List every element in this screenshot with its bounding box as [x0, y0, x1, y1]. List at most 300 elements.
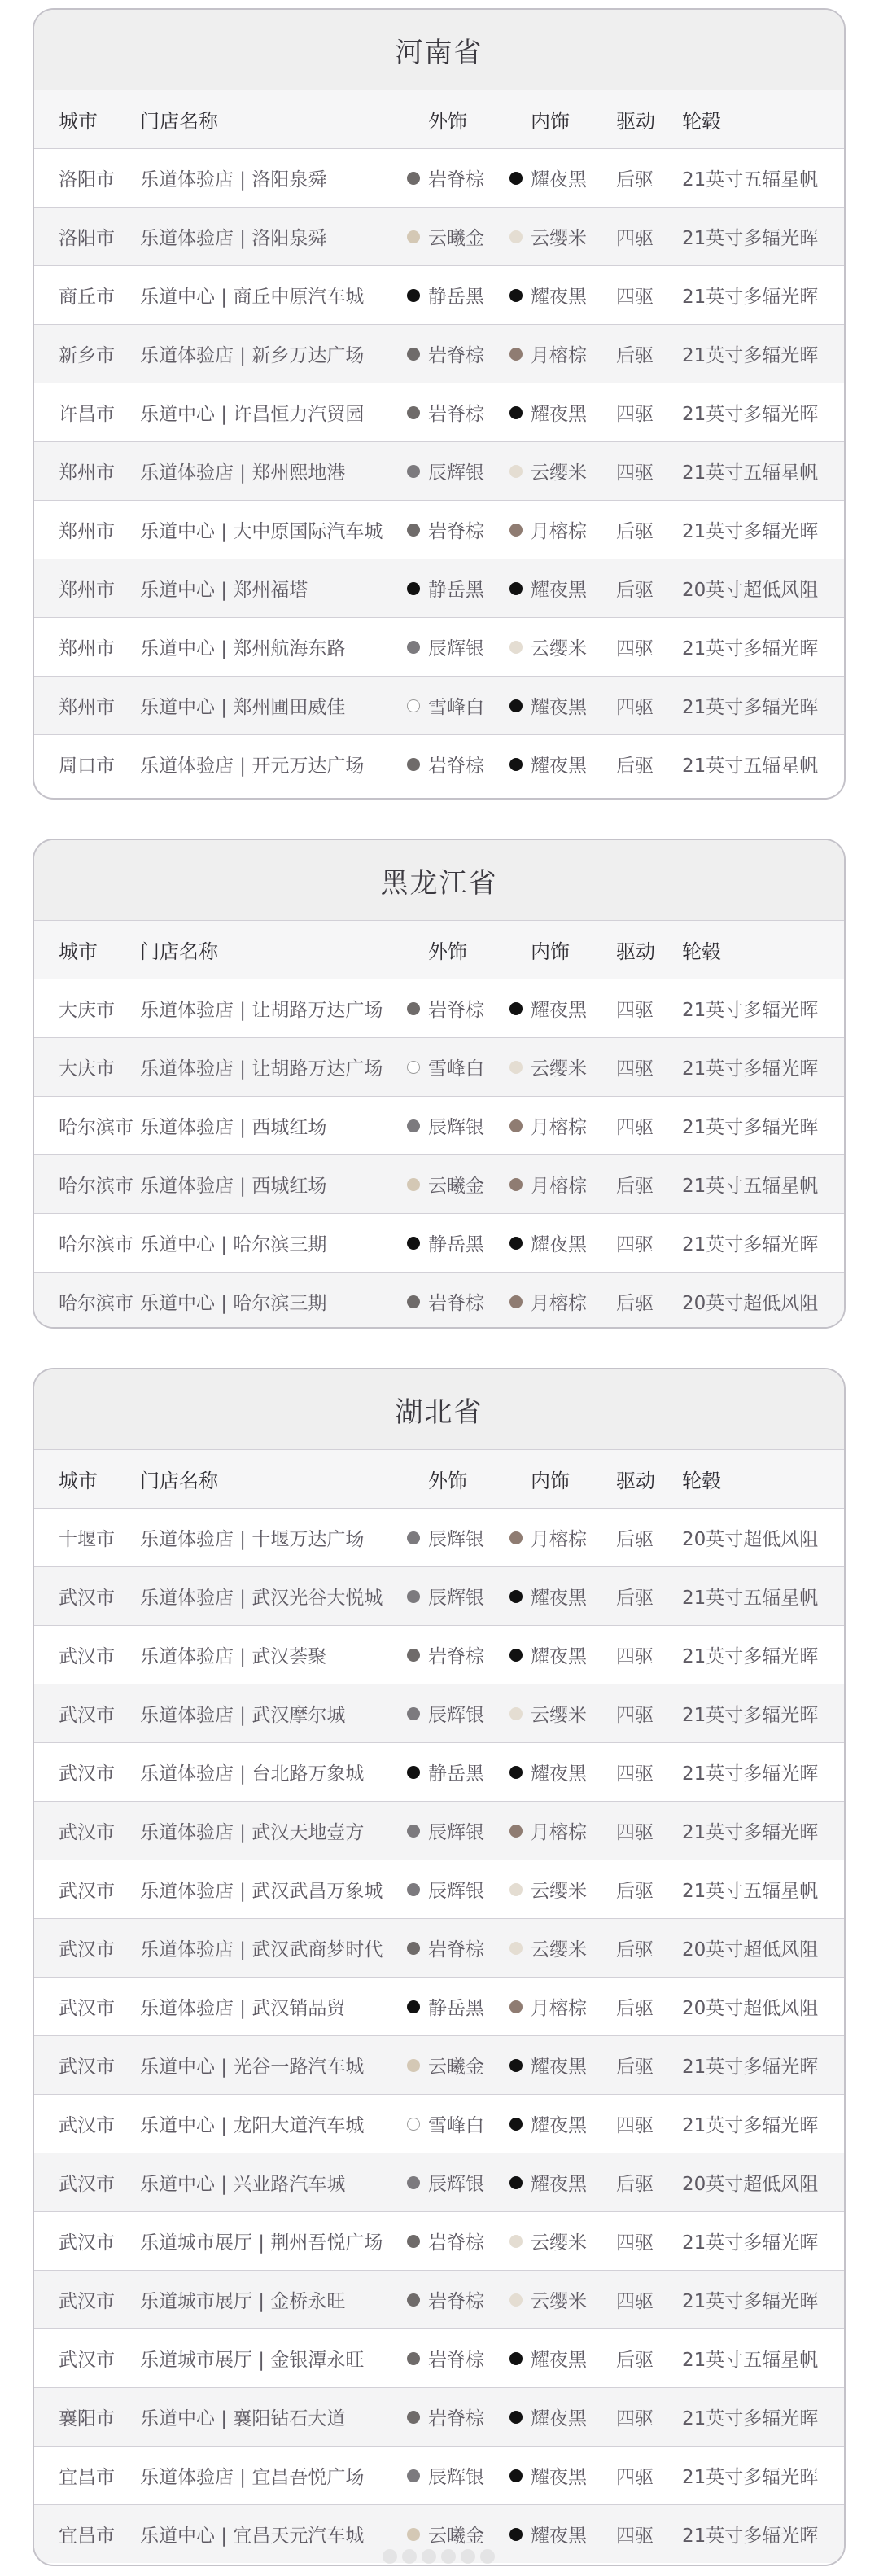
cell-city: 武汉市: [59, 1939, 115, 1960]
interior-color-dot: [509, 524, 523, 537]
cell-exterior: [407, 1743, 484, 1801]
color-label: 耀夜黑: [531, 2467, 587, 2488]
color-label: 耀夜黑: [531, 697, 587, 718]
color-label: 耀夜黑: [531, 2174, 587, 2195]
cell-drive: 四驱: [616, 2526, 654, 2547]
cell-store: 乐道体验店 | 西城红场: [140, 1176, 327, 1197]
exterior-color-dot: [407, 2235, 420, 2248]
cell-rim: 21英寸多辐光晖: [682, 287, 819, 308]
interior-color-dot: [509, 1942, 523, 1955]
cell-interior: [509, 1038, 587, 1096]
exterior-color-dot: [407, 1766, 420, 1779]
cell-city: 武汉市: [59, 2232, 115, 2254]
exterior-color-dot: [407, 1061, 420, 1074]
cell-drive: 四驱: [616, 2408, 654, 2429]
cell-drive: 四驱: [616, 287, 654, 308]
color-label: 耀夜黑: [531, 580, 587, 601]
header-drive: 驱动: [616, 110, 655, 133]
interior-color-dot: [509, 2469, 523, 2482]
cell-rim: 21英寸多辐光晖: [682, 2232, 819, 2254]
header-interior: 内饰: [531, 110, 570, 133]
table-row: [34, 2446, 844, 2504]
table-row: [34, 559, 844, 617]
cell-store: 乐道中心 | 商丘中原汽车城: [140, 287, 365, 308]
cell-interior: [509, 1509, 587, 1566]
cell-city: 哈尔滨市: [59, 1293, 133, 1314]
color-label: 静岳黑: [428, 287, 484, 308]
cell-interior: [509, 2036, 587, 2094]
color-label: 辰辉银: [428, 1529, 484, 1550]
cell-rim: 21英寸多辐光晖: [682, 228, 819, 249]
cell-interior: [509, 501, 587, 559]
color-label: 月榕棕: [531, 1529, 587, 1550]
watermark-logo: [383, 2540, 529, 2573]
cell-rim: 21英寸五辐星帆: [682, 756, 819, 777]
cell-interior: [509, 2153, 587, 2211]
cell-exterior: [407, 1214, 484, 1272]
cell-city: 哈尔滨市: [59, 1117, 133, 1138]
cell-rim: 21英寸多辐光晖: [682, 1000, 819, 1021]
exterior-color-dot: [407, 524, 420, 537]
interior-color-dot: [509, 2000, 523, 2013]
interior-color-dot: [509, 1707, 523, 1720]
exterior-color-dot: [407, 230, 420, 243]
color-label: 辰辉银: [428, 1117, 484, 1138]
table-row: [34, 2270, 844, 2328]
cell-rim: 21英寸五辐星帆: [682, 1176, 819, 1197]
color-label: 月榕棕: [531, 1998, 587, 2019]
interior-color-dot: [509, 1590, 523, 1603]
interior-color-dot: [509, 758, 523, 771]
color-label: 月榕棕: [531, 1822, 587, 1843]
exterior-color-dot: [407, 582, 420, 595]
cell-rim: 21英寸多辐光晖: [682, 404, 819, 425]
interior-color-dot: [509, 2528, 523, 2541]
cell-rim: 21英寸多辐光晖: [682, 1234, 819, 1255]
cell-store: 乐道中心 | 龙阳大道汽车城: [140, 2115, 365, 2136]
section-title: 黑龙江省: [34, 840, 844, 920]
cell-interior: [509, 1684, 587, 1742]
cell-city: 大庆市: [59, 1000, 115, 1021]
cell-exterior: [407, 1802, 484, 1860]
cell-city: 襄阳市: [59, 2408, 115, 2429]
cell-rim: 21英寸多辐光晖: [682, 2115, 819, 2136]
cell-city: 武汉市: [59, 2115, 115, 2136]
cell-city: 武汉市: [59, 2174, 115, 2195]
color-label: 岩脊棕: [428, 345, 484, 366]
cell-exterior: [407, 1860, 484, 1918]
color-label: 耀夜黑: [531, 1000, 587, 1021]
cell-store: 乐道体验店 | 武汉荟聚: [140, 1646, 327, 1667]
cell-drive: 后驱: [616, 1293, 654, 1314]
exterior-color-dot: [407, 2059, 420, 2072]
cell-drive: 四驱: [616, 1763, 654, 1785]
cell-store: 乐道体验店 | 武汉天地壹方: [140, 1822, 365, 1843]
cell-exterior: [407, 149, 484, 207]
table-header-row: [34, 90, 844, 148]
cell-store: 乐道体验店 | 洛阳泉舜: [140, 169, 327, 191]
cell-city: 武汉市: [59, 2057, 115, 2078]
color-label: 耀夜黑: [531, 2526, 587, 2547]
cell-city: 武汉市: [59, 1705, 115, 1726]
cell-store: 乐道城市展厅 | 荆州吾悦广场: [140, 2232, 383, 2254]
cell-city: 大庆市: [59, 1058, 115, 1080]
color-label: 雪峰白: [428, 697, 484, 718]
color-label: 云缨米: [531, 1939, 587, 1960]
cell-interior: [509, 266, 587, 324]
cell-city: 武汉市: [59, 1763, 115, 1785]
color-label: 岩脊棕: [428, 2291, 484, 2312]
cell-rim: 21英寸五辐星帆: [682, 2350, 819, 2371]
color-label: 雪峰白: [428, 2115, 484, 2136]
cell-interior: [509, 2095, 587, 2153]
cell-drive: 后驱: [616, 2057, 654, 2078]
color-label: 辰辉银: [428, 1705, 484, 1726]
cell-drive: 四驱: [616, 2115, 654, 2136]
cell-exterior: [407, 208, 484, 265]
exterior-color-dot: [407, 2528, 420, 2541]
cell-store: 乐道中心 | 大中原国际汽车城: [140, 521, 383, 542]
interior-color-dot: [509, 2176, 523, 2189]
cell-exterior: [407, 1097, 484, 1154]
color-label: 云曦金: [428, 2057, 484, 2078]
cell-store: 乐道体验店 | 让胡路万达广场: [140, 1000, 383, 1021]
color-label: 月榕棕: [531, 345, 587, 366]
cell-exterior: [407, 266, 484, 324]
table-row: [34, 2328, 844, 2387]
cell-exterior: [407, 325, 484, 383]
exterior-color-dot: [407, 1883, 420, 1896]
exterior-color-dot: [407, 1119, 420, 1132]
interior-color-dot: [509, 1883, 523, 1896]
cell-store: 乐道体验店 | 让胡路万达广场: [140, 1058, 383, 1080]
interior-color-dot: [509, 582, 523, 595]
exterior-color-dot: [407, 1002, 420, 1015]
color-label: 月榕棕: [531, 1176, 587, 1197]
interior-color-dot: [509, 1649, 523, 1662]
table-row: [34, 2094, 844, 2153]
cell-exterior: [407, 2329, 484, 2387]
table-row: [34, 1037, 844, 1096]
exterior-color-dot: [407, 289, 420, 302]
cell-exterior: [407, 1273, 484, 1329]
color-label: 月榕棕: [531, 1293, 587, 1314]
cell-rim: 21英寸多辐光晖: [682, 697, 819, 718]
cell-rim: 21英寸多辐光晖: [682, 345, 819, 366]
color-label: 耀夜黑: [531, 2408, 587, 2429]
table-row: [34, 617, 844, 676]
exterior-color-dot: [407, 758, 420, 771]
cell-interior: [509, 677, 587, 734]
cell-interior: [509, 1155, 587, 1213]
cell-rim: 21英寸五辐星帆: [682, 169, 819, 191]
cell-interior: [509, 1214, 587, 1272]
header-city: 城市: [59, 1470, 98, 1492]
table-row: [34, 1684, 844, 1742]
cell-interior: [509, 383, 587, 441]
cell-rim: 21英寸多辐光晖: [682, 2057, 819, 2078]
table-row: [34, 1154, 844, 1213]
header-city: 城市: [59, 940, 98, 963]
cell-city: 武汉市: [59, 2350, 115, 2371]
color-label: 云缨米: [531, 2291, 587, 2312]
cell-exterior: [407, 1684, 484, 1742]
cell-exterior: [407, 559, 484, 617]
cell-store: 乐道体验店 | 台北路万象城: [140, 1763, 365, 1785]
header-store: 门店名称: [140, 110, 218, 133]
cell-exterior: [407, 1155, 484, 1213]
cell-store: 乐道城市展厅 | 金桥永旺: [140, 2291, 346, 2312]
table-row: [34, 1272, 844, 1329]
header-drive: 驱动: [616, 1470, 655, 1492]
color-label: 岩脊棕: [428, 2408, 484, 2429]
table-row: [34, 1625, 844, 1684]
cell-drive: 四驱: [616, 462, 654, 484]
color-label: 云缨米: [531, 2232, 587, 2254]
interior-color-dot: [509, 465, 523, 478]
cell-store: 乐道体验店 | 武汉销品贸: [140, 1998, 346, 2019]
cell-store: 乐道体验店 | 武汉武昌万象城: [140, 1881, 383, 1902]
color-label: 静岳黑: [428, 580, 484, 601]
cell-drive: 后驱: [616, 345, 654, 366]
interior-color-dot: [509, 230, 523, 243]
color-label: 云曦金: [428, 2526, 484, 2547]
table-row: [34, 1742, 844, 1801]
cell-exterior: [407, 2271, 484, 2328]
cell-drive: 四驱: [616, 1058, 654, 1080]
color-label: 雪峰白: [428, 1058, 484, 1080]
cell-interior: [509, 1860, 587, 1918]
cell-rim: 21英寸多辐光晖: [682, 1705, 819, 1726]
interior-color-dot: [509, 2293, 523, 2307]
exterior-color-dot: [407, 1295, 420, 1308]
cell-rim: 20英寸超低风阻: [682, 2174, 819, 2195]
exterior-color-dot: [407, 2176, 420, 2189]
table-header-row: [34, 1449, 844, 1508]
interior-color-dot: [509, 699, 523, 712]
cell-city: 武汉市: [59, 2291, 115, 2312]
cell-drive: 后驱: [616, 1998, 654, 2019]
cell-interior: [509, 2212, 587, 2270]
table-row: [34, 1508, 844, 1566]
exterior-color-dot: [407, 1825, 420, 1838]
exterior-color-dot: [407, 2469, 420, 2482]
cell-exterior: [407, 2447, 484, 2504]
cell-rim: 21英寸多辐光晖: [682, 1646, 819, 1667]
table-row: [34, 1977, 844, 2035]
cell-exterior: [407, 2388, 484, 2446]
cell-interior: [509, 1097, 587, 1154]
color-label: 辰辉银: [428, 1588, 484, 1609]
interior-color-dot: [509, 2235, 523, 2248]
cell-interior: [509, 1978, 587, 2035]
color-label: 静岳黑: [428, 1234, 484, 1255]
exterior-color-dot: [407, 1531, 420, 1544]
table-row: [34, 324, 844, 383]
cell-city: 武汉市: [59, 1646, 115, 1667]
color-label: 岩脊棕: [428, 1646, 484, 1667]
header-rim: 轮毂: [682, 110, 721, 133]
color-label: 月榕棕: [531, 1117, 587, 1138]
cell-exterior: [407, 383, 484, 441]
cell-store: 乐道体验店 | 宜昌吾悦广场: [140, 2467, 365, 2488]
cell-exterior: [407, 442, 484, 500]
cell-rim: 21英寸多辐光晖: [682, 2291, 819, 2312]
header-rim: 轮毂: [682, 1470, 721, 1492]
color-label: 云缨米: [531, 228, 587, 249]
cell-store: 乐道体验店 | 开元万达广场: [140, 756, 365, 777]
table-row: [34, 1860, 844, 1918]
cell-store: 乐道体验店 | 武汉摩尔城: [140, 1705, 346, 1726]
color-label: 辰辉银: [428, 2174, 484, 2195]
cell-city: 郑州市: [59, 580, 115, 601]
cell-drive: 四驱: [616, 228, 654, 249]
cell-interior: [509, 735, 587, 793]
color-label: 云缨米: [531, 1705, 587, 1726]
exterior-color-dot: [407, 2411, 420, 2424]
color-label: 耀夜黑: [531, 169, 587, 191]
cell-city: 哈尔滨市: [59, 1234, 133, 1255]
exterior-color-dot: [407, 2293, 420, 2307]
table-row: [34, 441, 844, 500]
color-label: 岩脊棕: [428, 521, 484, 542]
cell-store: 乐道体验店 | 新乡万达广场: [140, 345, 365, 366]
exterior-color-dot: [407, 1649, 420, 1662]
cell-city: 宜昌市: [59, 2526, 115, 2547]
cell-city: 商丘市: [59, 287, 115, 308]
exterior-color-dot: [407, 2000, 420, 2013]
cell-drive: 后驱: [616, 580, 654, 601]
color-label: 辰辉银: [428, 638, 484, 659]
cell-drive: 后驱: [616, 1588, 654, 1609]
cell-store: 乐道城市展厅 | 金银潭永旺: [140, 2350, 365, 2371]
cell-city: 新乡市: [59, 345, 115, 366]
table-row: [34, 2211, 844, 2270]
cell-rim: 21英寸多辐光晖: [682, 1058, 819, 1080]
interior-color-dot: [509, 172, 523, 185]
cell-drive: 四驱: [616, 2232, 654, 2254]
interior-color-dot: [509, 1178, 523, 1191]
cell-store: 乐道体验店 | 洛阳泉舜: [140, 228, 327, 249]
cell-rim: 20英寸超低风阻: [682, 580, 819, 601]
table-row: [34, 676, 844, 734]
interior-color-dot: [509, 1119, 523, 1132]
cell-drive: 四驱: [616, 404, 654, 425]
table-row: [34, 1918, 844, 1977]
exterior-color-dot: [407, 699, 420, 712]
cell-city: 武汉市: [59, 1588, 115, 1609]
color-label: 耀夜黑: [531, 287, 587, 308]
cell-store: 乐道中心 | 襄阳钻石大道: [140, 2408, 346, 2429]
exterior-color-dot: [407, 2118, 420, 2131]
interior-color-dot: [509, 1766, 523, 1779]
header-exterior: 外饰: [428, 110, 467, 133]
table-row: [34, 383, 844, 441]
table-row: [34, 1213, 844, 1272]
exterior-color-dot: [407, 2352, 420, 2365]
cell-drive: 四驱: [616, 1117, 654, 1138]
table-row: [34, 1801, 844, 1860]
cell-exterior: [407, 677, 484, 734]
table-row: [34, 979, 844, 1037]
cell-exterior: [407, 1038, 484, 1096]
cell-exterior: [407, 1919, 484, 1977]
cell-rim: 21英寸五辐星帆: [682, 1881, 819, 1902]
interior-color-dot: [509, 406, 523, 419]
cell-store: 乐道中心 | 郑州航海东路: [140, 638, 346, 659]
table-row: [34, 1096, 844, 1154]
cell-city: 十堰市: [59, 1529, 115, 1550]
color-label: 辰辉银: [428, 1881, 484, 1902]
color-label: 耀夜黑: [531, 756, 587, 777]
cell-rim: 20英寸超低风阻: [682, 1529, 819, 1550]
color-label: 静岳黑: [428, 1998, 484, 2019]
section-card-heilongjiang: [33, 839, 846, 1329]
color-label: 耀夜黑: [531, 2057, 587, 2078]
color-label: 岩脊棕: [428, 404, 484, 425]
cell-rim: 20英寸超低风阻: [682, 1939, 819, 1960]
color-label: 岩脊棕: [428, 756, 484, 777]
color-label: 云缨米: [531, 1881, 587, 1902]
cell-rim: 21英寸多辐光晖: [682, 1822, 819, 1843]
cell-drive: 四驱: [616, 1705, 654, 1726]
exterior-color-dot: [407, 1707, 420, 1720]
cell-store: 乐道中心 | 许昌恒力汽贸园: [140, 404, 365, 425]
cell-store: 乐道中心 | 光谷一路汽车城: [140, 2057, 365, 2078]
interior-color-dot: [509, 1295, 523, 1308]
header-store: 门店名称: [140, 940, 218, 963]
section-title: 河南省: [34, 10, 844, 90]
color-label: 耀夜黑: [531, 1234, 587, 1255]
cell-interior: [509, 1273, 587, 1329]
cell-rim: 21英寸多辐光晖: [682, 2467, 819, 2488]
cell-drive: 后驱: [616, 1939, 654, 1960]
exterior-color-dot: [407, 348, 420, 361]
cell-rim: 21英寸多辐光晖: [682, 2408, 819, 2429]
cell-city: 郑州市: [59, 697, 115, 718]
cell-store: 乐道体验店 | 十堰万达广场: [140, 1529, 365, 1550]
cell-rim: 21英寸多辐光晖: [682, 2526, 819, 2547]
exterior-color-dot: [407, 172, 420, 185]
header-exterior: 外饰: [428, 1470, 467, 1492]
exterior-color-dot: [407, 1590, 420, 1603]
cell-exterior: [407, 1978, 484, 2035]
cell-drive: 四驱: [616, 2467, 654, 2488]
cell-exterior: [407, 1626, 484, 1684]
cell-store: 乐道体验店 | 西城红场: [140, 1117, 327, 1138]
interior-color-dot: [509, 1825, 523, 1838]
exterior-color-dot: [407, 641, 420, 654]
cell-city: 周口市: [59, 756, 115, 777]
interior-color-dot: [509, 641, 523, 654]
cell-city: 洛阳市: [59, 169, 115, 191]
cell-exterior: [407, 1509, 484, 1566]
table-row: [34, 2153, 844, 2211]
cell-store: 乐道中心 | 哈尔滨三期: [140, 1234, 327, 1255]
cell-interior: [509, 1919, 587, 1977]
cell-interior: [509, 1743, 587, 1801]
cell-store: 乐道中心 | 兴业路汽车城: [140, 2174, 346, 2195]
cell-interior: [509, 979, 587, 1037]
interior-color-dot: [509, 289, 523, 302]
header-interior: 内饰: [531, 940, 570, 963]
cell-drive: 四驱: [616, 2291, 654, 2312]
cell-exterior: [407, 2212, 484, 2270]
cell-drive: 四驱: [616, 1000, 654, 1021]
cell-drive: 四驱: [616, 638, 654, 659]
cell-drive: 后驱: [616, 2174, 654, 2195]
table-row: [34, 265, 844, 324]
